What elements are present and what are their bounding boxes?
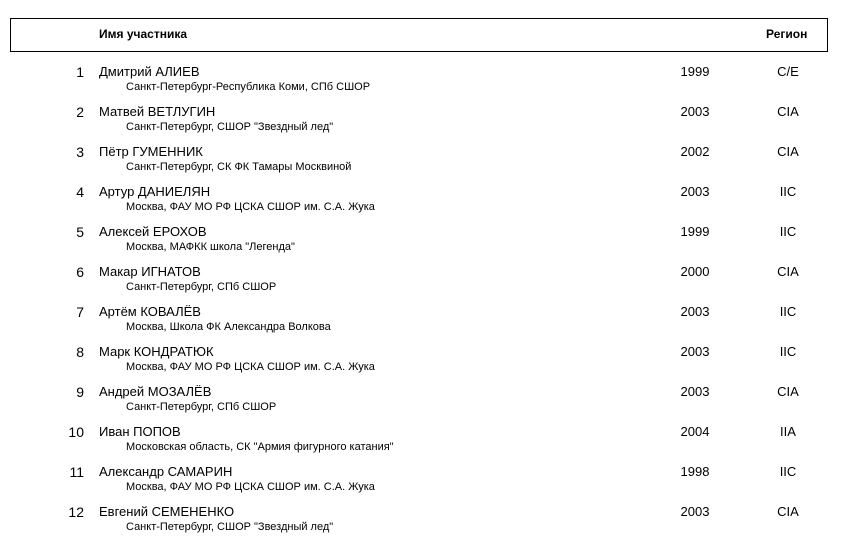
- participant-club: Санкт-Петербург, СПб СШОР: [126, 281, 277, 293]
- column-header-name: Имя участника: [99, 27, 188, 41]
- participant-name: Артём КОВАЛЁВ: [99, 304, 201, 319]
- participant-name: Алексей ЕРОХОВ: [99, 224, 207, 239]
- participant-birth-year: 2000: [680, 264, 710, 279]
- participant-row: [0, 302, 848, 342]
- participant-birth-year: 1999: [680, 64, 710, 79]
- participant-name: Марк КОНДРАТЮК: [99, 344, 214, 359]
- participant-row: [0, 422, 848, 462]
- participant-row: [0, 102, 848, 142]
- participant-region: CIA: [777, 264, 799, 279]
- participant-region: CIA: [777, 104, 799, 119]
- participant-club: Москва, ФАУ МО РФ ЦСКА СШОР им. С.А. Жука: [126, 201, 375, 213]
- participant-birth-year: 2004: [680, 424, 710, 439]
- participant-region: IIC: [779, 224, 797, 239]
- participant-club: Санкт-Петербург, СШОР "Звездный лед": [126, 121, 334, 133]
- table-header: [10, 18, 828, 52]
- participant-row: [0, 222, 848, 262]
- participant-name: Артур ДАНИЕЛЯН: [99, 184, 211, 199]
- participant-number: 9: [76, 384, 84, 400]
- participant-row: [0, 62, 848, 102]
- participant-region: CIA: [777, 504, 799, 519]
- participant-name: Иван ПОПОВ: [99, 424, 181, 439]
- participant-club: Санкт-Петербург-Республика Коми, СПб СШОР: [126, 81, 371, 93]
- participant-club: Москва, МАФКК школа "Легенда": [126, 241, 295, 253]
- participant-birth-year: 1998: [680, 464, 710, 479]
- participant-birth-year: 2003: [680, 104, 710, 119]
- participant-birth-year: 1999: [680, 224, 710, 239]
- participant-birth-year: 2003: [680, 384, 710, 399]
- participant-region: CIA: [777, 384, 799, 399]
- participant-number: 1: [76, 64, 84, 80]
- participant-list: [0, 62, 848, 542]
- participant-number: 6: [76, 264, 84, 280]
- participant-row: [0, 142, 848, 182]
- participant-region: CIA: [777, 144, 799, 159]
- participant-birth-year: 2003: [680, 304, 710, 319]
- participant-number: 7: [76, 304, 84, 320]
- participant-number: 8: [76, 344, 84, 360]
- participant-row: [0, 502, 848, 542]
- participant-number: 4: [76, 184, 84, 200]
- participant-club: Москва, Школа ФК Александра Волкова: [126, 321, 331, 333]
- participant-region: IIC: [779, 184, 797, 199]
- participant-birth-year: 2003: [680, 344, 710, 359]
- participant-region: IIC: [779, 344, 797, 359]
- participant-number: 2: [76, 104, 84, 120]
- column-header-region: Регион: [766, 27, 808, 41]
- participant-region: C/E: [777, 64, 799, 79]
- participant-name: Макар ИГНАТОВ: [99, 264, 201, 279]
- participant-name: Матвей ВЕТЛУГИН: [99, 104, 216, 119]
- participant-region: IIC: [779, 464, 797, 479]
- participant-row: [0, 262, 848, 302]
- participant-birth-year: 2003: [680, 184, 710, 199]
- participant-birth-year: 2003: [680, 504, 710, 519]
- participant-club: Санкт-Петербург, СПб СШОР: [126, 401, 277, 413]
- participant-club: Москва, ФАУ МО РФ ЦСКА СШОР им. С.А. Жука: [126, 481, 375, 493]
- participant-name: Андрей МОЗАЛЁВ: [99, 384, 212, 399]
- participant-number: 5: [76, 224, 84, 240]
- participant-club: Санкт-Петербург, СК ФК Тамары Москвиной: [126, 161, 352, 173]
- participant-name: Пётр ГУМЕННИК: [99, 144, 203, 159]
- participant-number: 11: [69, 464, 84, 480]
- participant-name: Евгений СЕМЕНЕНКО: [99, 504, 235, 519]
- participant-club: Московская область, СК "Армия фигурного катания": [126, 441, 394, 453]
- participant-row: [0, 342, 848, 382]
- participant-club: Москва, ФАУ МО РФ ЦСКА СШОР им. С.А. Жука: [126, 361, 375, 373]
- participant-name: Александр САМАРИН: [99, 464, 233, 479]
- participant-region: IIA: [780, 424, 796, 439]
- participant-number: 10: [68, 424, 84, 440]
- participant-number: 3: [76, 144, 84, 160]
- participant-club: Санкт-Петербург, СШОР "Звездный лед": [126, 521, 334, 533]
- participant-number: 12: [68, 504, 84, 520]
- participant-row: [0, 182, 848, 222]
- participant-name: Дмитрий АЛИЕВ: [99, 64, 200, 79]
- participant-row: [0, 382, 848, 422]
- participant-row: [0, 462, 848, 502]
- participant-birth-year: 2002: [680, 144, 710, 159]
- participant-region: IIC: [779, 304, 797, 319]
